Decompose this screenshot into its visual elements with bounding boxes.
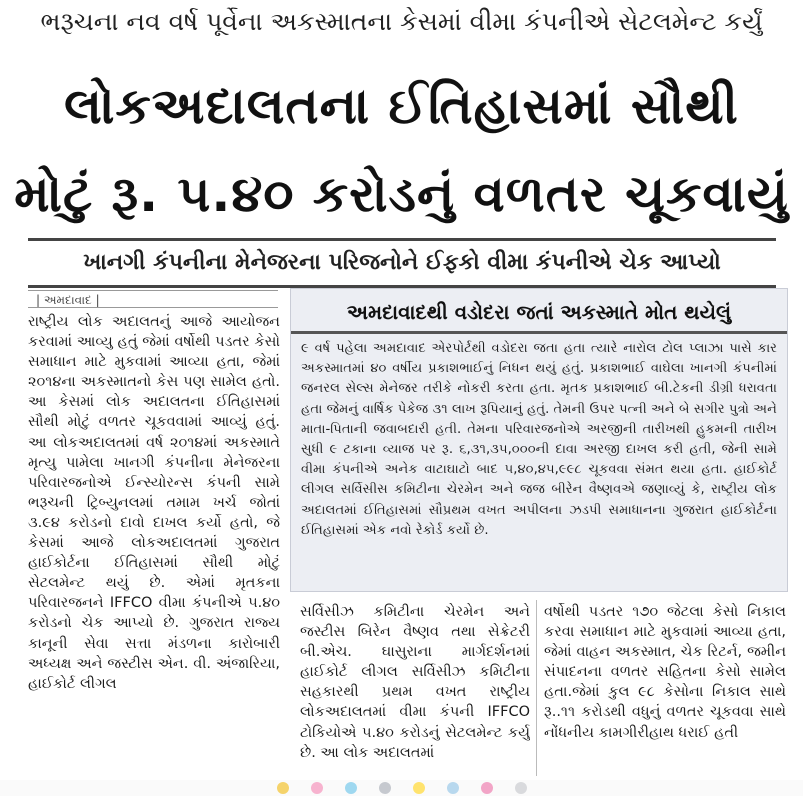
- color-mark-dot: [379, 782, 391, 794]
- color-mark-dot: [311, 782, 323, 794]
- article-column-left: રાષ્ટ્રીય લોક અદાલતનું આજે આયોજન કરવામાં આવ્યુ હતું જેમાં વર્ષોથી પડતર કેસો સમાધાન માટે મુકવામાં આવ્યા હતા, જેમાં ૨૦૧૪ના અકસ્માતનો કેસ પણ સામેલ હતો. આ કેસમાં લોક અદાલતના ઈતિહાસમાં સૌથી મોટું વળતર ચૂકવવામાં આવ્યું હતું. આ લોકઅદાલતમાં વર્ષ ૨૦૧૪માં અકસ્માતે મૃત્યુ પામેલા ખાનગી કંપનીના મેનેજરના પરિવારજનોએ ઈન્સ્યોરન્સ કંપની સામે ભરૂચની ટ્રિબ્યુનલમાં તમામ ખર્ચ જોતાં ૩.૯૪ કરોડનો દાવો દાખલ કર્યો હતો, જે કેસમાં આજે લોકઅદાલતમાં ગુજરાત હાઈકોર્ટના ઈતિહાસમાં સૌથી મોટું સેટલમેન્ટ થયું છે. એમાં મૃતકના પરિવારજનને IFFCO વીમા કંપનીએ ૫.૪૦ કરોડનો ચેક આપ્યો છે. ગુજરાત રાજ્ય કાનૂની સેવા સત્તા મંડળના કારોબારી અધ્યક્ષ અને જસ્ટીસ એન. વી. અંજારિયા, હાઈકોર્ટ લીગલ: [28, 314, 280, 692]
- registration-marks: [0, 780, 803, 796]
- color-mark-dot: [481, 782, 493, 794]
- boxed-story: [290, 288, 788, 592]
- main-headline-line-1: લોકઅદાલતના ઈતિહાસમાં સૌથી: [64, 77, 739, 135]
- article-column-right: વર્ષોથી પડતર ૧૭૦ જેટલા કેસો નિકાલ કરવા સમાધાન માટે મુકવામાં આવ્યા હતા, જેમાં વાહન અકસ્માત, ચેક રિટર્ન, જમીન સંપાદનના વળતર સહિતના કેસો સામેલ હતા.જેમાં કુલ ૯૮ કેસોના નિકાલ સાથે રૂ..૧૧ કરોડથી વધુનું વળતર ચૂકવવા સાથે નોંધનીય કામગીરીહાથ ધરાઈ હતી: [544, 604, 786, 741]
- dateline: | અમદાવાદ |: [28, 290, 278, 308]
- main-headline-line-2: મોટું રૂ. ૫.૪૦ કરોડનું વળતર ચૂકવાયું: [14, 165, 789, 223]
- color-mark-dot: [447, 782, 459, 794]
- article-column-middle: સર્વિસીઝ કમિટીના ચેરમેન અને જસ્ટીસ બિરેન વૈષ્ણવ તથા સેક્રેટરી બી.એચ. ઘાસુરાના માર્ગદર્શનમાં હાઈકોર્ટ લીગલ સર્વિસીઝ કમિટીના સહકારથી પ્રથમ વખત રાષ્ટ્રીય લોકઅદાલતમાં વીમા કંપની IFFCO ટોકિયોએ ૫.૪૦ કરોડનું સેટલમેન્ટ કર્યુ છે. આ લોક અદાલતમાં: [300, 604, 530, 761]
- boxed-story-title: અમદાવાદથી વડોદરા જતાં અકસ્માતે મોત થયેલું: [291, 295, 787, 334]
- color-mark-dot: [413, 782, 425, 794]
- sub-headline-deck: ખાનગી કંપનીના મેનેજરના પરિજનોને ઈફકો વીમા કંપનીએ ચેક આપ્યો: [28, 238, 776, 288]
- color-mark-dot: [345, 782, 357, 794]
- boxed-story-body: ૯ વર્ષ પહેલા અમદાવાદ એરપોર્ટથી વડોદરા જતા હતા ત્યારે નારોલ ટોલ પ્લાઝા પાસે કાર અકસ્માતમાં ૪૦ વર્ષીય પ્રકાશભાઈનું નિધન થયું હતું. પ્રકાશભાઈ વાઘેલા ખાનગી કંપનીમાં જનરલ સેલ્સ મેનેજર તરીકે નોકરી કરતા હતા. મૃતક પ્રકાશભાઈ બી.ટેકની ડીગ્રી ધરાવતા હતા જેમનું વાર્ષિક પેકેજ ૩૧ લાખ રૂપિયાનું હતું. તેમની ઉપર પત્ની અને બે સગીર પુત્રો અને માતા-પિતાની જવાબદારી હતી. તેમના પરિવારજનોએ અરજીની તારીખથી હુકમની તારીખ સુધી ૯ ટકાના વ્યાજ પર રૂ. ૬,૩૧,૩૫,૦૦૦ની દાવા અરજી દાખલ કરી હતી, જેની સામે વીમા કંપનીએ અનેક વાટાઘાટો બાદ ૫,૪૦,૪૫,૯૯૮ ચૂકવવા સંમત થયા હતા. હાઈકોર્ટ લીગલ સર્વિસીસ કમિટીના ચેરમેન અને જજ બીરેન વૈષ્ણવએ જણાવ્યું કે, રાષ્ટ્રીય લોક અદાલતમાં ઈતિહાસમાં સૌપ્રથમ વખત અપીલના ઝડપી સમાધાનના ગુજરાત હાઈકોર્ટના ઈતિહાસમાં એક નવો રેકોર્ડ કર્યો છે.: [301, 341, 777, 538]
- color-mark-dot: [515, 782, 527, 794]
- color-mark-dot: [277, 782, 289, 794]
- kicker-headline: ભરૂચના નવ વર્ષ પૂર્વેના અકસ્માતના કેસમાં વીમા કંપનીએ સેટલમેન્ટ કર્યું: [40, 7, 763, 36]
- column-divider: [536, 600, 537, 776]
